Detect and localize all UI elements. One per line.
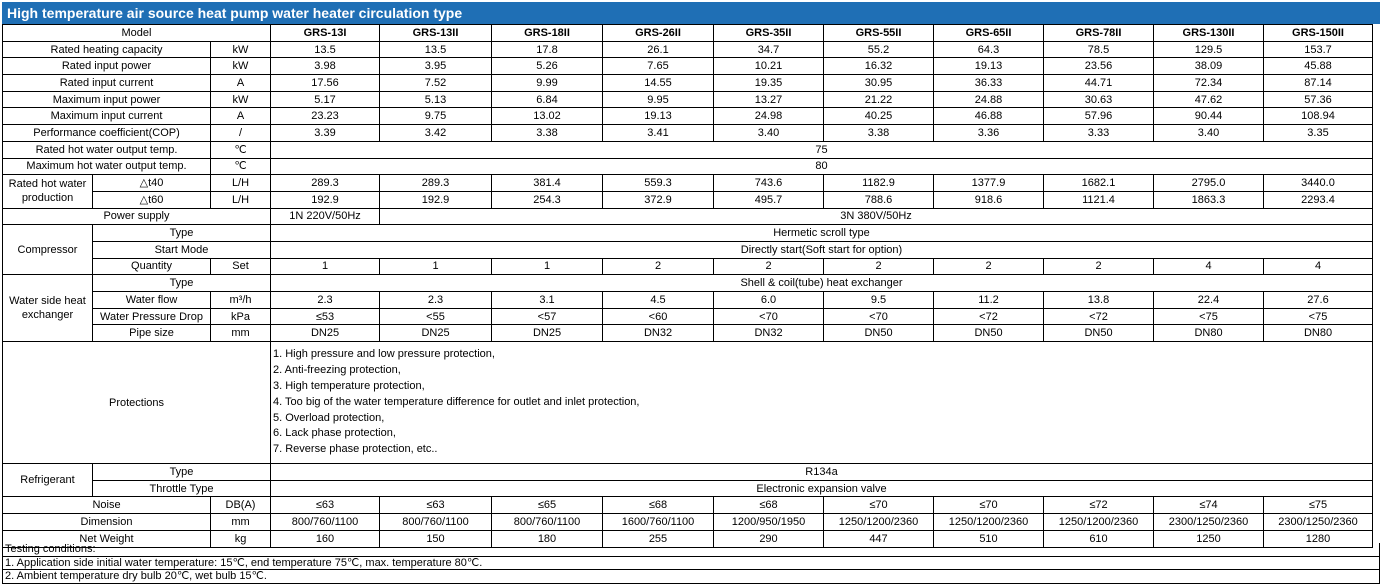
value-cell: 2300/1250/2360 (1264, 514, 1373, 531)
table-row (3, 25, 1373, 42)
note-item: 1. Application side initial water temperature: 15℃, end temperature 75℃, max. temperature 80℃. (3, 557, 1379, 571)
value-cell: 13.27 (714, 91, 824, 108)
model-header-label: Model (3, 25, 271, 42)
value-cell: 289.3 (380, 175, 492, 192)
value-cell: <75 (1154, 308, 1264, 325)
value-cell: 3.38 (824, 125, 934, 142)
value-cell: DN32 (714, 325, 824, 342)
value-cell: 5.17 (271, 91, 380, 108)
table-row (3, 158, 1373, 175)
unit-cell: mm (211, 514, 271, 531)
row-label: Noise (3, 497, 211, 514)
unit-cell: m³/h (211, 292, 271, 309)
value-cell: ≤74 (1154, 497, 1264, 514)
unit-cell: ℃ (211, 158, 271, 175)
unit-cell: kW (211, 91, 271, 108)
value-cell: ≤53 (271, 308, 380, 325)
value-cell: 24.88 (934, 91, 1044, 108)
value-cell: 40.25 (824, 108, 934, 125)
value-cell: 30.95 (824, 75, 934, 92)
value-cell: 38.09 (1154, 58, 1264, 75)
row-label: Rated hot water output temp. (3, 141, 211, 158)
unit-cell: L/H (211, 191, 271, 208)
value-cell: 9.75 (380, 108, 492, 125)
unit-cell: L/H (211, 175, 271, 192)
value-cell: 2300/1250/2360 (1154, 514, 1264, 531)
value-cell: 13.5 (380, 41, 492, 58)
protection-item: 6. Lack phase protection, (273, 427, 396, 440)
table-row (3, 225, 1373, 242)
value-cell: 3.35 (1264, 125, 1373, 142)
model-header: GRS-150II (1264, 25, 1373, 42)
table-row (3, 275, 1373, 292)
table-row (3, 325, 1373, 342)
value-cell: DN25 (492, 325, 603, 342)
value-cell: 90.44 (1154, 108, 1264, 125)
note-item: 2. Ambient temperature dry bulb 20℃, wet bulb 15℃. (3, 570, 1379, 584)
value-cell: 3.1 (492, 292, 603, 309)
value-cell: 2 (603, 258, 714, 275)
value-cell: ≤75 (1264, 497, 1373, 514)
value-cell: 3440.0 (1264, 175, 1373, 192)
value-cell: <75 (1264, 308, 1373, 325)
value-cell: DN32 (603, 325, 714, 342)
sub-label: Quantity (93, 258, 211, 275)
value-cell: 17.56 (271, 75, 380, 92)
value-cell: 19.13 (603, 108, 714, 125)
sub-label: Pipe size (93, 325, 211, 342)
page-title: High temperature air source heat pump water heater circulation type (2, 2, 1380, 24)
value-cell: 55.2 (824, 41, 934, 58)
sub-label: Water flow (93, 292, 211, 309)
value-cell: 192.9 (380, 191, 492, 208)
value-cell: DN80 (1264, 325, 1373, 342)
model-header: GRS-13II (380, 25, 492, 42)
production-label (3, 175, 93, 208)
table-row (3, 514, 1373, 531)
value-cell: DN50 (824, 325, 934, 342)
value-cell: 800/760/1100 (380, 514, 492, 531)
value-cell: 3.41 (603, 125, 714, 142)
table-row (3, 342, 1373, 464)
value-cell: 36.33 (934, 75, 1044, 92)
sub-label: Type (93, 275, 271, 292)
hx-label-line2: exchanger (21, 309, 74, 322)
table-row (3, 480, 1373, 497)
unit-cell: A (211, 75, 271, 92)
table-row (3, 125, 1373, 142)
table-row (3, 208, 1373, 225)
value-cell: 14.55 (603, 75, 714, 92)
value-cell: 1600/760/1100 (603, 514, 714, 531)
value-cell: 87.14 (1264, 75, 1373, 92)
unit-cell: ℃ (211, 141, 271, 158)
protection-item: 5. Overload protection, (273, 411, 385, 424)
protection-item: 4. Too big of the water temperature difference for outlet and inlet protection, (273, 395, 640, 408)
value-cell: 23.23 (271, 108, 380, 125)
value-cell: ≤70 (824, 497, 934, 514)
value-cell: 381.4 (492, 175, 603, 192)
value-cell: 9.95 (603, 91, 714, 108)
value-cell: 17.8 (492, 41, 603, 58)
value-cell: 160 (271, 530, 380, 547)
value-cell: 254.3 (492, 191, 603, 208)
value-cell: 2 (934, 258, 1044, 275)
value-cell: 3.36 (934, 125, 1044, 142)
value-cell: 21.22 (824, 91, 934, 108)
value-cell: 47.62 (1154, 91, 1264, 108)
notes-heading: Testing conditions: (3, 543, 1379, 557)
value-cell: 3.40 (714, 125, 824, 142)
value-cell: 3.33 (1044, 125, 1154, 142)
value-cell: 27.6 (1264, 292, 1373, 309)
value-cell: 4.5 (603, 292, 714, 309)
value-cell: DN25 (271, 325, 380, 342)
value-cell: 1 (492, 258, 603, 275)
model-header: GRS-18II (492, 25, 603, 42)
model-header: GRS-55II (824, 25, 934, 42)
model-header: GRS-35II (714, 25, 824, 42)
model-header: GRS-130II (1154, 25, 1264, 42)
value-cell: 16.32 (824, 58, 934, 75)
value-cell: 610 (1044, 530, 1154, 547)
value-cell: 64.3 (934, 41, 1044, 58)
value-cell: <70 (714, 308, 824, 325)
row-label: Rated input current (3, 75, 211, 92)
value-cell: 510 (934, 530, 1044, 547)
value-cell: 34.7 (714, 41, 824, 58)
value-cell: 26.1 (603, 41, 714, 58)
value-cell: 5.13 (380, 91, 492, 108)
table-row (3, 58, 1373, 75)
value-cell: 5.26 (492, 58, 603, 75)
value-cell: ≤72 (1044, 497, 1154, 514)
value-cell: 2795.0 (1154, 175, 1264, 192)
table-row (3, 464, 1373, 481)
value-cell: 30.63 (1044, 91, 1154, 108)
protection-item: 7. Reverse phase protection, etc.. (273, 443, 438, 456)
value-cell: <70 (824, 308, 934, 325)
value-cell: 153.7 (1264, 41, 1373, 58)
value-cell: 1682.1 (1044, 175, 1154, 192)
row-label: Power supply (3, 208, 271, 225)
sub-label: Throttle Type (93, 480, 271, 497)
unit-cell: kW (211, 58, 271, 75)
value-cell: 2.3 (271, 292, 380, 309)
value-cell: 78.5 (1044, 41, 1154, 58)
value-cell: 1200/950/1950 (714, 514, 824, 531)
sub-label: △t60 (93, 191, 211, 208)
value-cell: ≤70 (934, 497, 1044, 514)
value-cell: 23.56 (1044, 58, 1154, 75)
value-cell: 7.65 (603, 58, 714, 75)
value-cell: 13.02 (492, 108, 603, 125)
value-cell: R134a (271, 464, 1373, 481)
table-row (3, 75, 1373, 92)
unit-cell: / (211, 125, 271, 142)
value-cell: ≤63 (380, 497, 492, 514)
protection-item: 1. High pressure and low pressure protection, (273, 347, 495, 360)
value-cell: ≤65 (492, 497, 603, 514)
value-cell: 150 (380, 530, 492, 547)
value-cell: 1182.9 (824, 175, 934, 192)
sub-label: Start Mode (93, 241, 271, 258)
value-cell: 559.3 (603, 175, 714, 192)
model-header: GRS-65II (934, 25, 1044, 42)
value-cell: 9.5 (824, 292, 934, 309)
value-cell: ≤68 (714, 497, 824, 514)
value-cell: 495.7 (714, 191, 824, 208)
unit-cell: mm (211, 325, 271, 342)
row-label: Rated heating capacity (3, 41, 211, 58)
value-cell: 9.99 (492, 75, 603, 92)
row-label: Maximum hot water output temp. (3, 158, 211, 175)
value-cell: 1 (380, 258, 492, 275)
value-cell: 46.88 (934, 108, 1044, 125)
table-row (3, 191, 1373, 208)
value-cell: 1280 (1264, 530, 1373, 547)
value-cell: 75 (271, 141, 1373, 158)
table-row (3, 241, 1373, 258)
value-cell: <55 (380, 308, 492, 325)
value-cell: Directly start(Soft start for option) (271, 241, 1373, 258)
value-cell: 192.9 (271, 191, 380, 208)
testing-notes (2, 543, 1380, 584)
value-cell: 800/760/1100 (271, 514, 380, 531)
value-cell: 3.95 (380, 58, 492, 75)
value-cell: 1N 220V/50Hz (271, 208, 380, 225)
value-cell: 1377.9 (934, 175, 1044, 192)
value-cell: 289.3 (271, 175, 380, 192)
value-cell: 80 (271, 158, 1373, 175)
value-cell: 3.98 (271, 58, 380, 75)
value-cell: 2.3 (380, 292, 492, 309)
unit-cell: Set (211, 258, 271, 275)
value-cell: DN50 (934, 325, 1044, 342)
value-cell: 3N 380V/50Hz (380, 208, 1373, 225)
value-cell: 743.6 (714, 175, 824, 192)
value-cell: 44.71 (1044, 75, 1154, 92)
unit-cell: kg (211, 530, 271, 547)
value-cell: Electronic expansion valve (271, 480, 1373, 497)
value-cell: 6.0 (714, 292, 824, 309)
value-cell: Hermetic scroll type (271, 225, 1373, 242)
value-cell: 372.9 (603, 191, 714, 208)
value-cell: <60 (603, 308, 714, 325)
protection-item: 3. High temperature protection, (273, 379, 425, 392)
value-cell: 1250/1200/2360 (934, 514, 1044, 531)
value-cell: 800/760/1100 (492, 514, 603, 531)
unit-cell: A (211, 108, 271, 125)
row-label: Dimension (3, 514, 211, 531)
table-row (3, 258, 1373, 275)
value-cell: <72 (934, 308, 1044, 325)
group-label: Refrigerant (3, 464, 93, 497)
value-cell: 24.98 (714, 108, 824, 125)
sub-label: Type (93, 225, 271, 242)
sub-label: △t40 (93, 175, 211, 192)
protections-list (271, 342, 1373, 464)
table-row (3, 308, 1373, 325)
production-label-line1: Rated hot water (8, 178, 87, 191)
value-cell: 918.6 (934, 191, 1044, 208)
value-cell: 19.13 (934, 58, 1044, 75)
value-cell: <72 (1044, 308, 1154, 325)
group-label (3, 275, 93, 342)
group-label: Compressor (3, 225, 93, 275)
value-cell: 22.4 (1154, 292, 1264, 309)
value-cell: ≤63 (271, 497, 380, 514)
model-header: GRS-13I (271, 25, 380, 42)
value-cell: 3.40 (1154, 125, 1264, 142)
value-cell: 255 (603, 530, 714, 547)
value-cell: 13.8 (1044, 292, 1154, 309)
value-cell: 45.88 (1264, 58, 1373, 75)
protection-item: 2. Anti-freezing protection, (273, 363, 401, 376)
value-cell: 7.52 (380, 75, 492, 92)
value-cell: 1250/1200/2360 (824, 514, 934, 531)
value-cell: DN50 (1044, 325, 1154, 342)
value-cell: 4 (1154, 258, 1264, 275)
value-cell: 11.2 (934, 292, 1044, 309)
table-row (3, 41, 1373, 58)
value-cell: 13.5 (271, 41, 380, 58)
value-cell: 3.39 (271, 125, 380, 142)
value-cell: ≤68 (603, 497, 714, 514)
value-cell: 2293.4 (1264, 191, 1373, 208)
group-label: Protections (3, 342, 271, 464)
value-cell: 2 (824, 258, 934, 275)
value-cell: 1250 (1154, 530, 1264, 547)
table-row (3, 108, 1373, 125)
value-cell: 1 (271, 258, 380, 275)
value-cell: 180 (492, 530, 603, 547)
value-cell: 4 (1264, 258, 1373, 275)
unit-cell: kPa (211, 308, 271, 325)
value-cell: DN80 (1154, 325, 1264, 342)
value-cell: 2 (1044, 258, 1154, 275)
model-header: GRS-78II (1044, 25, 1154, 42)
value-cell: 1863.3 (1154, 191, 1264, 208)
value-cell: 2 (714, 258, 824, 275)
table-row (3, 91, 1373, 108)
value-cell: 3.38 (492, 125, 603, 142)
table-row (3, 497, 1373, 514)
spec-table (2, 24, 1373, 548)
row-label: Rated input power (3, 58, 211, 75)
unit-cell: DB(A) (211, 497, 271, 514)
row-label: Performance coefficient(COP) (3, 125, 211, 142)
value-cell: 3.42 (380, 125, 492, 142)
value-cell: 1121.4 (1044, 191, 1154, 208)
value-cell: 57.36 (1264, 91, 1373, 108)
value-cell: 57.96 (1044, 108, 1154, 125)
production-label-line2: production (21, 192, 74, 205)
value-cell: 447 (824, 530, 934, 547)
row-label: Maximum input power (3, 91, 211, 108)
hx-label-line1: Water side heat (9, 295, 86, 308)
value-cell: 108.94 (1264, 108, 1373, 125)
value-cell: DN25 (380, 325, 492, 342)
value-cell: 1250/1200/2360 (1044, 514, 1154, 531)
value-cell: 788.6 (824, 191, 934, 208)
table-row (3, 292, 1373, 309)
value-cell: 129.5 (1154, 41, 1264, 58)
value-cell: Shell & coil(tube) heat exchanger (271, 275, 1373, 292)
unit-cell: kW (211, 41, 271, 58)
value-cell: 10.21 (714, 58, 824, 75)
table-row (3, 175, 1373, 192)
value-cell: 290 (714, 530, 824, 547)
row-label: Net Weight (3, 530, 211, 547)
model-header: GRS-26II (603, 25, 714, 42)
value-cell: 72.34 (1154, 75, 1264, 92)
value-cell: 6.84 (492, 91, 603, 108)
value-cell: 19.35 (714, 75, 824, 92)
table-row (3, 141, 1373, 158)
row-label: Maximum input current (3, 108, 211, 125)
sub-label: Type (93, 464, 271, 481)
sub-label: Water Pressure Drop (93, 308, 211, 325)
value-cell: <57 (492, 308, 603, 325)
